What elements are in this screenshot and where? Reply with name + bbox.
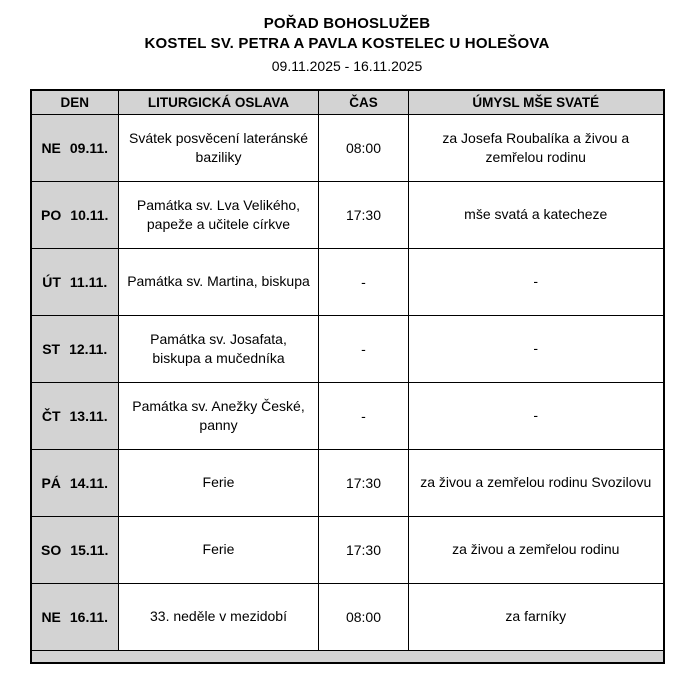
intention-cell: - (409, 315, 664, 382)
table-row (31, 181, 664, 248)
day-cell (31, 516, 119, 583)
day-date: 12.11. (69, 340, 108, 357)
day-cell (31, 181, 119, 248)
celebration-cell: Ferie (119, 516, 319, 583)
footer-strip-cell (31, 650, 664, 663)
time-cell: 08:00 (319, 114, 409, 181)
celebration-cell: Památka sv. Lva Velikého, papeže a učitele církve (119, 181, 319, 248)
time-cell: - (319, 382, 409, 449)
time-cell: - (319, 315, 409, 382)
day-abbr: NE (41, 139, 61, 156)
day-date: 16.11. (69, 608, 109, 625)
day-date: 14.11. (69, 474, 109, 491)
day-abbr: PÁ (41, 474, 61, 491)
intention-cell: mše svatá a katecheze (409, 181, 664, 248)
day-cell (31, 114, 119, 181)
table-row (31, 315, 664, 382)
church-name: KOSTEL SV. PETRA A PAVLA KOSTELEC U HOLEŠOVA (144, 35, 550, 53)
intention-cell: za živou a zemřelou rodinu (409, 516, 664, 583)
table-row (31, 516, 664, 583)
table-body (31, 114, 664, 663)
mass-schedule-table (30, 89, 665, 664)
intention-cell: za živou a zemřelou rodinu Svozilovu (409, 449, 664, 516)
day-abbr: ST (42, 340, 61, 357)
day-abbr: ÚT (42, 273, 61, 290)
celebration-cell: Svátek posvěcení lateránské baziliky (119, 114, 319, 181)
day-abbr: SO (41, 541, 62, 558)
column-header-umysl: ÚMYSL MŠE SVATÉ (409, 90, 664, 114)
day-date: 10.11. (70, 206, 109, 223)
time-cell: 17:30 (319, 449, 409, 516)
day-abbr: ČT (41, 407, 61, 424)
day-abbr: NE (41, 608, 61, 625)
table-row (31, 382, 664, 449)
celebration-cell: Památka sv. Anežky České, panny (119, 382, 319, 449)
date-range: 09.11.2025 - 16.11.2025 (271, 57, 423, 74)
column-header-den: DEN (31, 90, 119, 114)
day-date: 09.11. (69, 139, 109, 156)
table-row (31, 248, 664, 315)
day-date: 15.11. (70, 541, 109, 558)
column-header-oslava: LITURGICKÁ OSLAVA (119, 90, 319, 114)
intention-cell: za farníky (409, 583, 664, 650)
column-header-cas: ČAS (319, 90, 409, 114)
table-row (31, 449, 664, 516)
page-title: POŘAD BOHOSLUŽEB (263, 15, 431, 32)
day-cell (31, 315, 119, 382)
celebration-cell: 33. neděle v mezidobí (119, 583, 319, 650)
table-footer-strip (31, 650, 664, 663)
day-cell (31, 449, 119, 516)
day-abbr: PO (41, 206, 62, 223)
day-date: 13.11. (69, 407, 108, 424)
day-cell (31, 583, 119, 650)
intention-cell: - (409, 382, 664, 449)
time-cell: 08:00 (319, 583, 409, 650)
celebration-cell: Památka sv. Josafata, biskupa a mučedníka (119, 315, 319, 382)
day-cell (31, 382, 119, 449)
table-row (31, 114, 664, 181)
time-cell: 17:30 (319, 181, 409, 248)
time-cell: - (319, 248, 409, 315)
table-row (31, 583, 664, 650)
celebration-cell: Ferie (119, 449, 319, 516)
intention-cell: - (409, 248, 664, 315)
day-cell (31, 248, 119, 315)
table-header (31, 90, 664, 114)
header-row (31, 90, 664, 114)
day-date: 11.11. (69, 273, 108, 290)
time-cell: 17:30 (319, 516, 409, 583)
document-header (0, 14, 694, 75)
intention-cell: za Josefa Roubalíka a živou a zemřelou rodinu (409, 114, 664, 181)
celebration-cell: Památka sv. Martina, biskupa (119, 248, 319, 315)
